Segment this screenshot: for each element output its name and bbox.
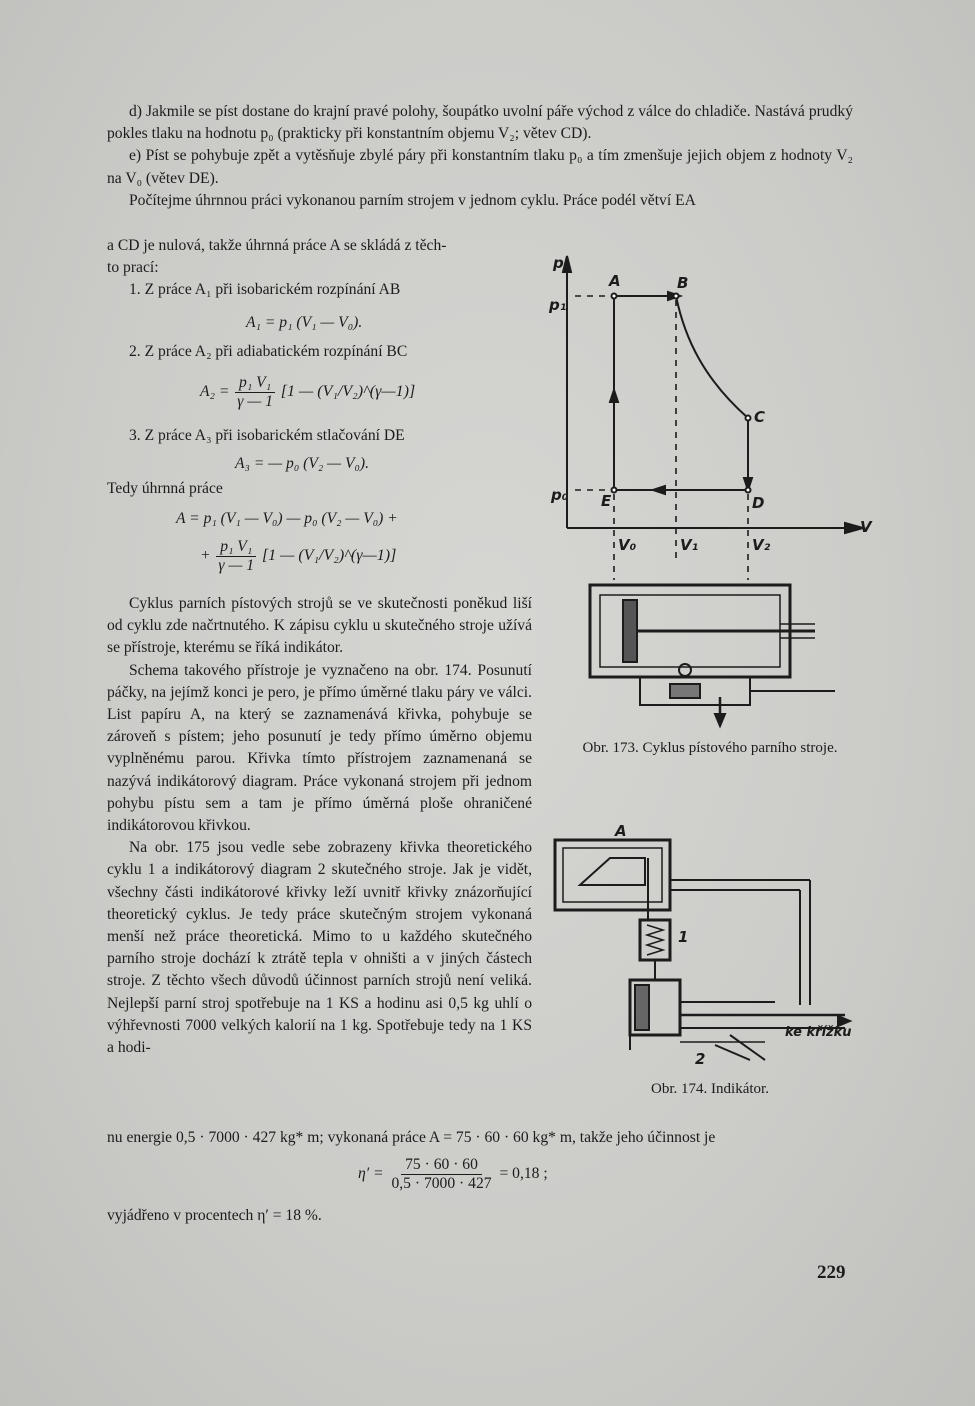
item-2-wrap xyxy=(107,341,532,363)
label-crosshead: ke křížku xyxy=(785,1025,852,1040)
eff-num: 75 · 60 · 60 xyxy=(401,1156,482,1175)
plus-sign: + xyxy=(200,547,215,565)
full-line-wrap xyxy=(107,1127,853,1149)
label-one: 1 xyxy=(678,928,689,946)
total-label-wrap xyxy=(107,478,532,500)
left-column-intro xyxy=(107,235,532,302)
label-p1: p₁ xyxy=(549,296,567,314)
a2-frac-den: γ — 1 xyxy=(237,393,273,410)
eff-fraction xyxy=(387,1156,495,1193)
caption-174: Obr. 174. Indikátor. xyxy=(651,1081,769,1097)
intro-line-2: to prací: xyxy=(107,259,159,277)
a2-bracket: [1 — (V₁/V₂)^(γ—1)] xyxy=(280,383,416,401)
label-b: B xyxy=(677,274,689,292)
formula-a1: A₁ = p₁ (V₁ — V₀). xyxy=(246,314,363,331)
item-1: 1. Z práce A₁ při isobarickém rozpínání AB xyxy=(129,281,401,299)
body-paragraph-3: Na obr. 175 jsou vedle sebe zobrazeny křivka theoretického cyklu 1 a indikátorový diagram 2 skutečného stroje. Jak je vidět, všechny části indikátorové křivky leží uvnitř křivky znázorňující theoretický cyklus. Je tedy práce skutečným strojem vykonaná menší než práce theoretická. Mimo to u každého skutečného parního stroje dochází k ztrátě tepla v ohništi a v jiných částech stroje. Z těchto všech důvodů účinnost parních strojů není veliká. Nejlepší parní stroj spotřebuje na 1 KS a hodinu asi 0,5 kg uhlí o výhřevnosti 7000 velkých kalorií na 1 kg. Spotřebuje tedy na 1 KS a hodi- xyxy=(107,839,532,1057)
formula-a3: A₃ = — p₀ (V₂ — V₀). xyxy=(235,455,369,472)
piston xyxy=(623,600,637,662)
item-3: 3. Z práce A₃ při isobarickém stlačování DE xyxy=(129,427,405,444)
top-text xyxy=(107,101,853,212)
paper-drum xyxy=(555,840,670,910)
last-line-wrap xyxy=(107,1205,532,1227)
intro-line-1: a CD je nulová, takže úhrnná práce A se skládá z těch- xyxy=(107,237,447,254)
label-two: 2 xyxy=(695,1050,706,1068)
label-c: C xyxy=(754,408,766,426)
formula-efficiency xyxy=(358,1156,548,1193)
eff-lhs: η′ = xyxy=(358,1165,384,1183)
energy-line: nu energie 0,5 · 7000 · 427 kg* m; vykonaná práce A = 75 · 60 · 60 kg* m, takže jeho účinnost je xyxy=(107,1129,716,1146)
total-frac-num: p₁ V₁ xyxy=(216,538,256,557)
percent-line: vyjádřeno v procentech η′ = 18 %. xyxy=(107,1207,322,1224)
label-a: A xyxy=(609,272,621,290)
formula-total-cont xyxy=(200,538,396,575)
total-bracket: [1 — (V₁/V₂)^(γ—1)] xyxy=(261,547,397,565)
figure-173 xyxy=(545,250,875,730)
formula-total: A = p₁ (V₁ — V₀) — p₀ (V₂ — V₀) + xyxy=(176,510,398,527)
eff-den: 0,5 · 7000 · 427 xyxy=(391,1175,492,1192)
caption-173: Obr. 173. Cyklus pístového parního stroje. xyxy=(582,740,838,756)
label-e: E xyxy=(601,492,612,510)
label-d: D xyxy=(752,494,765,512)
a2-fraction xyxy=(233,374,277,411)
left-column-body xyxy=(107,593,532,1059)
eff-rhs: = 0,18 ; xyxy=(499,1165,548,1183)
body-paragraph-1: Cyklus parních pístových strojů se ve skutečnosti poněkud liší od cyklu zde načrtnutého. K zápisu cyklu u skutečného stroje užívá se přístroje, kterému se říká indikátor. xyxy=(107,595,532,657)
paragraph-work: Počítejme úhrnnou práci vykonanou parním strojem v jednom cyklu. Práce podél větví EA xyxy=(129,191,696,209)
paragraph-d: d) Jakmile se píst dostane do krajní pravé polohy, šoupátko uvolní páře východ z válce do chladiče. Nastává prudký pokles tlaku na hodnotu p₀ (prakticky při konstantním objemu V₂; větev CD). xyxy=(107,103,853,143)
a2-lhs: A₂ = xyxy=(200,383,230,401)
label-v1: V₁ xyxy=(680,536,699,554)
label-v: V xyxy=(860,518,872,536)
total-frac-den: γ — 1 xyxy=(218,557,255,574)
branch-bc xyxy=(676,296,748,418)
total-label: Tedy úhrnná práce xyxy=(107,480,223,497)
formula-a2 xyxy=(200,374,415,411)
item-2: 2. Z práce A₂ při adiabatickém rozpínání BC xyxy=(129,343,408,360)
paragraph-e: e) Píst se pohybuje zpět a vytěsňuje zbylé páry při konstantním tlaku p₀ a tím zmenšuje jejich objem z hodnoty V₂ na V₀ (větev DE). xyxy=(107,147,853,187)
label-p0: p₀ xyxy=(551,486,569,504)
label-p: p xyxy=(553,254,564,272)
total-fraction xyxy=(214,538,258,575)
body-paragraph-2: Schema takového přístroje je vyznačeno na obr. 174. Posunutí páčky, na jejímž konci je pero, je přímo úměrné tlaku páry ve válci. List papíru A, na který se zaznamenává křivka, pohybuje se zároveň s pístem; jeho posunutí je tedy přímo úměrno objemu vyplněnému parou. Křivka tímto přístrojem zaznamenaná se nazývá indikátorový diagram. Práce vykonaná strojem při jednom pohybu pístu sem a tam je přímo úměrná ploše ohraničené indikátorovou křivkou. xyxy=(107,661,532,835)
item-3-wrap xyxy=(107,425,532,447)
page-number: 229 xyxy=(817,1262,846,1283)
indicator-diagram-curve xyxy=(580,858,645,885)
figure-174 xyxy=(545,820,875,1075)
p-axis-arrow-icon xyxy=(563,256,571,272)
label-v2: V₂ xyxy=(752,536,771,554)
a2-frac-num: p₁ V₁ xyxy=(235,374,275,393)
slide-valve xyxy=(670,684,700,698)
spring-icon xyxy=(647,925,663,955)
label-paper-a: A xyxy=(615,822,627,840)
label-v0: V₀ xyxy=(618,536,637,554)
